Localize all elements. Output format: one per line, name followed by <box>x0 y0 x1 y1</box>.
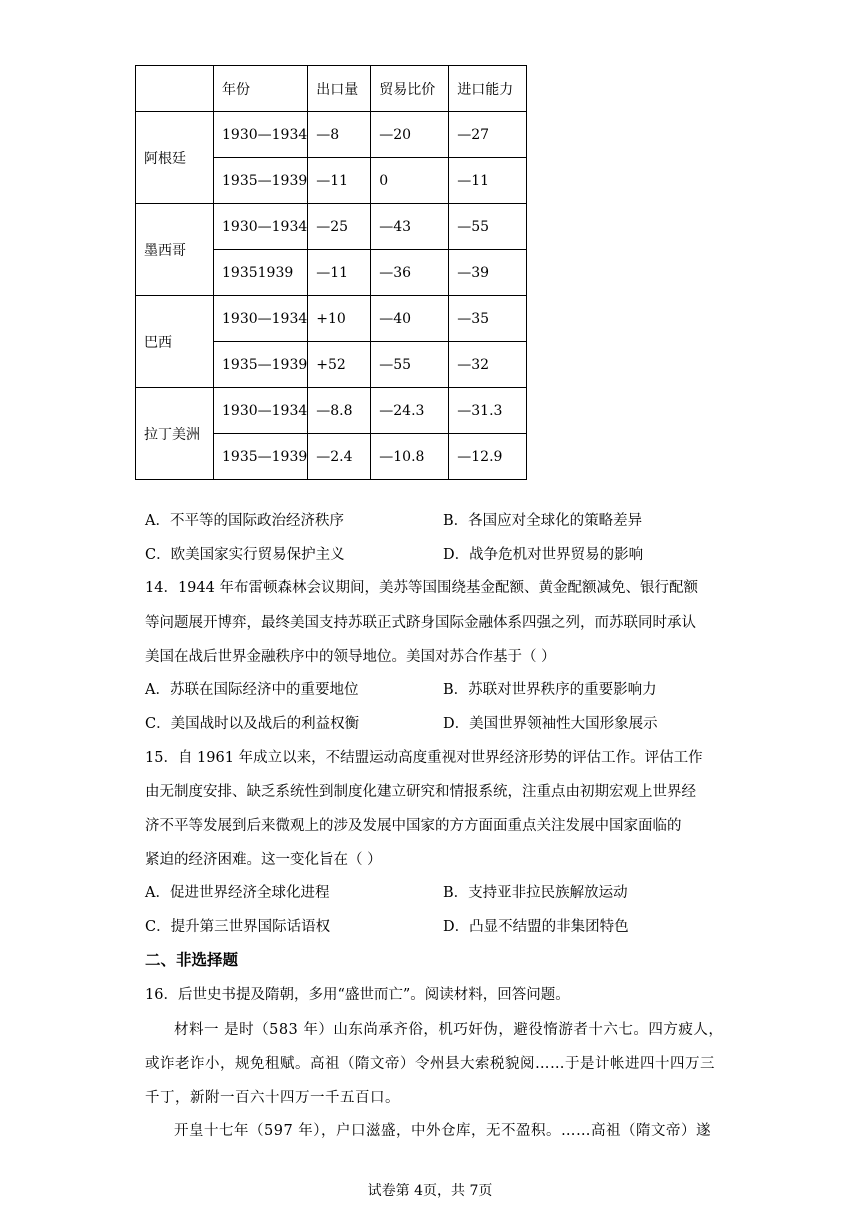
table-row <box>136 204 527 250</box>
table-cell: —55 <box>449 204 527 250</box>
q14-option-a: A．苏联在国际经济中的重要地位 <box>145 682 359 698</box>
table-cell: 0 <box>371 158 449 204</box>
table-cell: +10 <box>308 296 371 342</box>
table-cell: 1930—1934 <box>214 112 308 158</box>
table-cell: —35 <box>449 296 527 342</box>
table-cell: —55 <box>371 342 449 388</box>
q15-option-a: A．促进世界经济全球化进程 <box>145 885 330 901</box>
country-cell: 墨西哥 <box>136 204 214 296</box>
table-cell: —36 <box>371 250 449 296</box>
q14-option-d: D．美国世界领袖性大国形象展示 <box>443 716 658 732</box>
q14-text-line: 14．1944 年布雷顿森林会议期间，美苏等国围绕基金配额、黄金配额减免、银行配额 <box>145 580 698 596</box>
q15-option-c: C．提升第三世界国际话语权 <box>145 919 331 935</box>
q14-option-c: C．美国战时以及战后的利益权衡 <box>145 716 360 732</box>
table-cell: —31.3 <box>449 388 527 434</box>
table-cell: 19351939 <box>214 250 308 296</box>
table-cell: +52 <box>308 342 371 388</box>
header-cell: 出口量 <box>308 66 371 112</box>
table-cell: —11 <box>449 158 527 204</box>
table-cell: —43 <box>371 204 449 250</box>
table-cell: —39 <box>449 250 527 296</box>
q14-text-line: 等问题展开博弈，最终美国支持苏联正式跻身国际金融体系四强之列，而苏联同时承认 <box>145 615 696 631</box>
q13-option-b: B．各国应对全球化的策略差异 <box>443 513 643 529</box>
q13-option-d: D．战争危机对世界贸易的影响 <box>443 547 644 563</box>
q16-intro: 16．后世史书提及隋朝，多用“盛世而亡”。阅读材料，回答问题。 <box>145 987 570 1003</box>
q14-option-b: B．苏联对世界秩序的重要影响力 <box>443 682 657 698</box>
trade-data-table <box>135 65 527 480</box>
q15-option-b: B．支持亚非拉民族解放运动 <box>443 885 628 901</box>
table-cell: —8.8 <box>308 388 371 434</box>
table-cell: 1935—1939 <box>214 342 308 388</box>
country-cell: 巴西 <box>136 296 214 388</box>
table-cell: 1930—1934 <box>214 204 308 250</box>
table-cell: —25 <box>308 204 371 250</box>
table-cell: —27 <box>449 112 527 158</box>
q13-option-a: A．不平等的国际政治经济秩序 <box>145 513 344 529</box>
table-cell: 1935—1939 <box>214 158 308 204</box>
table-cell: —10.8 <box>371 434 449 480</box>
q15-text-line: 紧迫的经济困难。这一变化旨在（ ） <box>145 852 382 868</box>
material-one-line: 千丁，新附一百六十四万一千五百口。 <box>145 1090 400 1106</box>
table-row <box>136 296 527 342</box>
table-row <box>136 388 527 434</box>
q14-text-line: 美国在战后世界金融秩序中的领导地位。美国对苏合作基于（ ） <box>145 649 556 665</box>
table-cell: 1935—1939 <box>214 434 308 480</box>
table-cell: —24.3 <box>371 388 449 434</box>
q15-option-d: D．凸显不结盟的非集团特色 <box>443 919 629 935</box>
country-cell: 拉丁美洲 <box>136 388 214 480</box>
q15-text-line: 济不平等发展到后来微观上的涉及发展中国家的方方面面重点关注发展中国家面临的 <box>145 818 682 834</box>
q15-text-line: 15．自 1961 年成立以来，不结盟运动高度重视对世界经济形势的评估工作。评估工作 <box>145 750 703 766</box>
table-cell: —12.9 <box>449 434 527 480</box>
table-row <box>136 112 527 158</box>
section-heading: 二、非选择题 <box>145 951 239 969</box>
header-cell: 进口能力 <box>449 66 527 112</box>
q13-option-c: C．欧美国家实行贸易保护主义 <box>145 547 345 563</box>
country-cell: 阿根廷 <box>136 112 214 204</box>
header-cell <box>136 66 214 112</box>
material-one-line: 开皇十七年（597 年），户口滋盛，中外仓库，无不盈积。……高祖（隋文帝）遂 <box>174 1123 712 1139</box>
q15-text-line: 由无制度安排、缺乏系统性到制度化建立研究和情报系统，注重点由初期宏观上世界经 <box>145 784 696 800</box>
table-cell: —11 <box>308 250 371 296</box>
table-header-row <box>136 66 527 112</box>
table-cell: 1930—1934 <box>214 388 308 434</box>
page-footer: 试卷第 4页，共 7页 <box>367 1183 493 1199</box>
table-cell: —8 <box>308 112 371 158</box>
table-cell: —40 <box>371 296 449 342</box>
table-cell: —32 <box>449 342 527 388</box>
material-one-line: 材料一 是时（583 年）山东尚承齐俗，机巧奸伪，避役惰游者十六七。四方疲人， <box>174 1022 724 1038</box>
table-cell: 1930—1934 <box>214 296 308 342</box>
table-cell: —11 <box>308 158 371 204</box>
header-cell: 年份 <box>214 66 308 112</box>
table-cell: —20 <box>371 112 449 158</box>
table-cell: —2.4 <box>308 434 371 480</box>
header-cell: 贸易比价 <box>371 66 449 112</box>
material-one-line: 或诈老诈小，规免租赋。高祖（隋文帝）令州县大索税貌阅……于是计帐进四十四万三 <box>145 1056 715 1072</box>
